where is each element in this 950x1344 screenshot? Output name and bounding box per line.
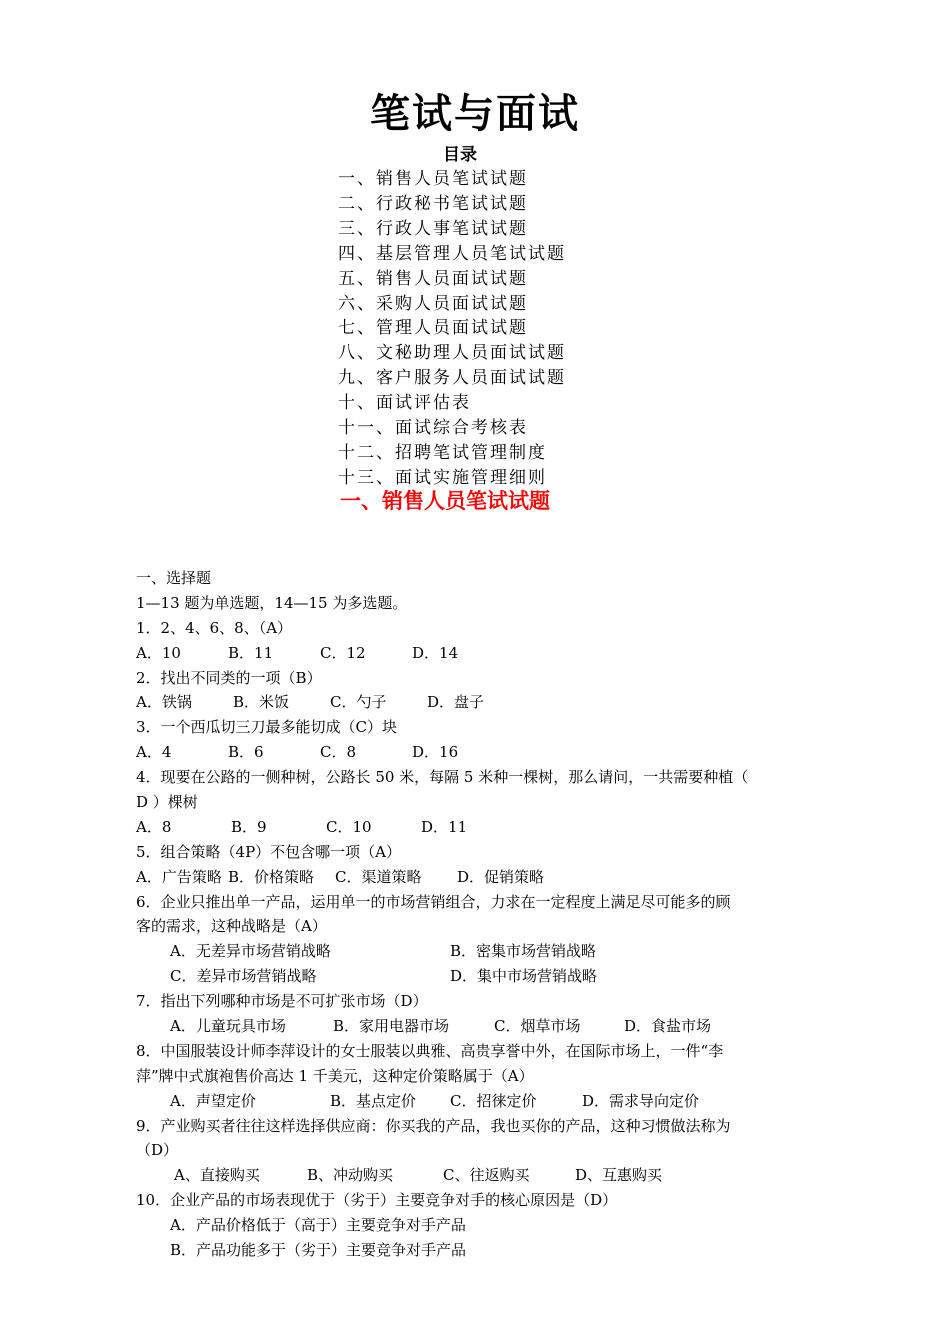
question-8-options (136, 1089, 816, 1114)
document-title: 笔试与面试 (370, 91, 580, 137)
toc-heading: 目录 (443, 145, 477, 165)
question-9-options (136, 1163, 816, 1188)
question-6-options-row-2 (136, 964, 816, 989)
question-1-options (136, 641, 816, 666)
option: A、直接购买 (174, 1166, 260, 1185)
option: C．渠道策略 (335, 867, 422, 886)
question-6-options-row-1 (136, 939, 816, 964)
toc-item[interactable]: 三、行政人事笔试试题 (338, 218, 528, 239)
section-heading: 一、销售人员笔试试题 (340, 489, 550, 513)
question-5-options (136, 865, 816, 890)
option: C．12 (320, 643, 366, 662)
table-of-contents (338, 167, 566, 491)
part-title: 一、选择题 (136, 569, 212, 587)
option: D、互惠购买 (575, 1166, 663, 1185)
question-6-line-2: 客的需求，这种战略是（A） (136, 917, 327, 936)
question-7-options (136, 1014, 816, 1039)
toc-item[interactable]: 八、文秘助理人员面试试题 (338, 343, 566, 364)
option: D．盘子 (427, 693, 485, 712)
option: D．促销策略 (457, 867, 545, 886)
toc-item[interactable]: 十、面试评估表 (338, 393, 471, 414)
option: C．差异市场营销战略 (170, 967, 317, 986)
question-4-options (136, 815, 816, 840)
option: A．无差异市场营销战略 (170, 942, 331, 961)
toc-item[interactable]: 四、基层管理人员笔试试题 (338, 243, 566, 264)
question-8-line-2: 萍”牌中式旗袍售价高达 1 千美元，这种定价策略属于（A） (136, 1066, 534, 1085)
option: A．8 (136, 817, 172, 836)
question-4-line-1: 4．现要在公路的一侧种树，公路长 50 米，每隔 5 米种一棵树，那么请问，一共需要种植（ (136, 768, 749, 787)
question-7: 7．指出下列哪种市场是不可扩张市场（D） (136, 992, 428, 1011)
question-6-line-1: 6．企业只推出单一产品，运用单一的市场营销组合，力求在一定程度上满足尽可能多的顾 (136, 892, 731, 911)
question-10-option-a: A．产品价格低于（高于）主要竞争对手产品 (170, 1216, 466, 1235)
option: D．食盐市场 (624, 1017, 712, 1036)
toc-item[interactable]: 十三、面试实施管理细则 (338, 467, 547, 488)
option: B．11 (228, 643, 274, 662)
option: B．密集市场营销战略 (450, 942, 597, 961)
option: D．需求导向定价 (582, 1091, 700, 1110)
option: A．声望定价 (170, 1091, 256, 1110)
option: A．铁锅 (136, 693, 192, 712)
question-10-option-b: B．产品功能多于（劣于）主要竞争对手产品 (170, 1241, 467, 1260)
option: C、往返购买 (443, 1166, 530, 1185)
question-4-line-2: D ）棵树 (136, 793, 198, 812)
question-9-line-2: （D） (136, 1141, 179, 1160)
instructions: 1—13 题为单选题，14—15 为多选题。 (136, 593, 408, 612)
question-5: 5．组合策略（4P）不包含哪一项（A） (136, 842, 402, 861)
option: D．集中市场营销战略 (450, 967, 598, 986)
option: D．11 (421, 817, 468, 836)
toc-item[interactable]: 九、客户服务人员面试试题 (338, 368, 566, 389)
option: A．儿童玩具市场 (170, 1017, 286, 1036)
question-2: 2．找出不同类的一项（B） (136, 668, 322, 687)
question-9-line-1: 9．产业购买者往往这样选择供应商：你买我的产品，我也买你的产品，这种习惯做法称为 (136, 1116, 731, 1135)
option: A．广告策略 (136, 867, 222, 886)
option: C．10 (326, 817, 372, 836)
option: B．9 (231, 817, 267, 836)
option: C．招徕定价 (450, 1091, 537, 1110)
toc-item[interactable]: 十二、招聘笔试管理制度 (338, 442, 547, 463)
question-3-options (136, 740, 816, 765)
option: B．家用电器市场 (333, 1017, 450, 1036)
option: B．基点定价 (330, 1091, 417, 1110)
toc-item[interactable]: 五、销售人员面试试题 (338, 268, 528, 289)
toc-item[interactable]: 一、销售人员笔试试题 (338, 169, 528, 189)
option: C．8 (320, 743, 357, 762)
option: B．价格策略 (228, 867, 315, 886)
question-3: 3．一个西瓜切三刀最多能切成（C）块 (136, 718, 398, 737)
question-10: 10．企业产品的市场表现优于（劣于）主要竞争对手的核心原因是（D） (136, 1191, 618, 1210)
question-1: 1．2、4、6、8、（A） (136, 618, 293, 637)
question-2-options (136, 690, 816, 715)
option: B．米饭 (233, 693, 290, 712)
option: D．16 (412, 743, 459, 762)
option: B、冲动购买 (307, 1166, 394, 1185)
option: A．4 (136, 743, 172, 762)
option: A．10 (136, 643, 181, 662)
option: D．14 (412, 643, 459, 662)
toc-item[interactable]: 二、行政秘书笔试试题 (338, 193, 528, 214)
option: C．勺子 (330, 693, 387, 712)
toc-item[interactable]: 六、采购人员面试试题 (338, 293, 528, 314)
exam-body (136, 566, 816, 1263)
toc-item[interactable]: 十一、面试综合考核表 (338, 418, 528, 439)
option: B．6 (228, 743, 264, 762)
question-8-line-1: 8．中国服装设计师李萍设计的女士服装以典雅、高贵享誉中外，在国际市场上，一件“李 (136, 1041, 724, 1060)
toc-item[interactable]: 七、管理人员面试试题 (338, 318, 528, 339)
option: C．烟草市场 (494, 1017, 581, 1036)
